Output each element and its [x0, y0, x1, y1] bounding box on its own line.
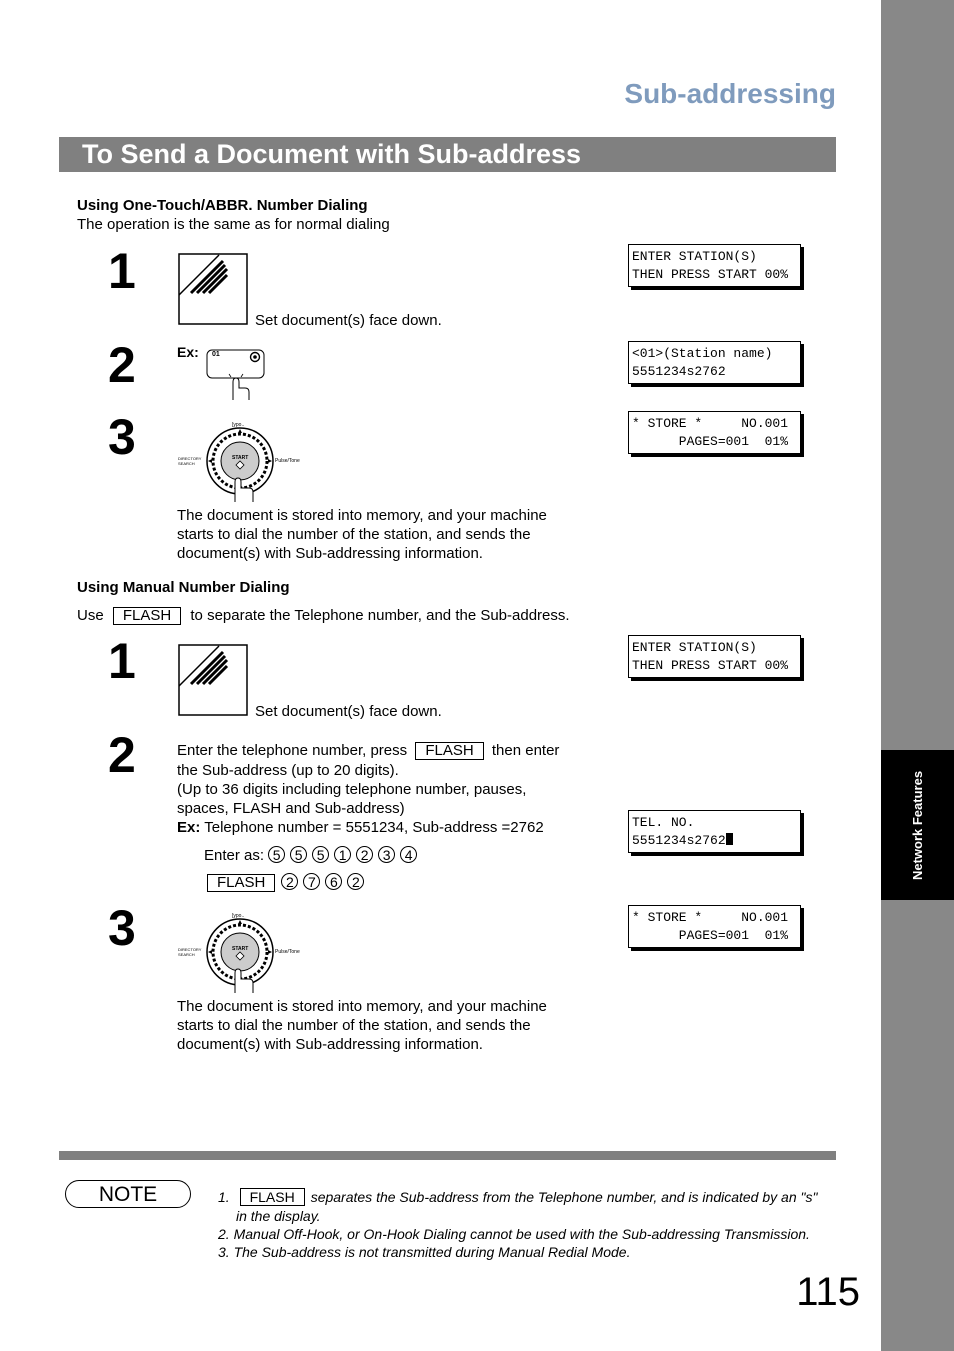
page-number: 115 — [796, 1270, 860, 1314]
digit-key[interactable]: 7 — [303, 873, 320, 890]
flash-digits-line — [207, 873, 369, 892]
digit-key[interactable]: 5 — [268, 846, 285, 863]
directory-search-label: DIRECTORY SEARCH — [178, 456, 202, 466]
digit-key[interactable]: 3 — [378, 846, 395, 863]
step-number: 2 — [108, 337, 136, 393]
digit-key[interactable]: 6 — [325, 873, 342, 890]
desc-line: starts to dial the number of the station, and sends the — [177, 526, 531, 543]
flash-key[interactable]: FLASH — [240, 1188, 305, 1206]
lcd-text: 5551234s2762 — [632, 833, 726, 848]
lcd-line — [632, 832, 800, 850]
lcd-line: 5551234s2762 — [632, 364, 726, 379]
step-text: then enter — [491, 742, 560, 759]
lcd-line: THEN PRESS START 00% — [632, 267, 789, 282]
desc-line: document(s) with Sub-addressing information. — [177, 545, 483, 562]
section-header: Sub-addressing — [624, 78, 836, 109]
note-number: 2. — [218, 1226, 230, 1242]
note-text: separates the Sub-address from the Telephone number, and is indicated by an "s" — [310, 1189, 818, 1205]
cursor-block — [726, 833, 733, 845]
lcd-line: THEN PRESS START 00% — [632, 658, 789, 673]
flash-usage-line — [77, 606, 570, 625]
document-face-down-icon — [177, 253, 249, 326]
pulse-tone-label: Pulse/Tone — [275, 949, 300, 955]
lcd-display — [628, 810, 801, 853]
ex-label: Ex: — [177, 344, 199, 360]
step-number: 3 — [108, 900, 136, 956]
note-divider — [59, 1151, 836, 1160]
part2-heading: Using Manual Number Dialing — [77, 579, 290, 596]
lcd-line: PAGES=001 01% — [632, 434, 789, 449]
digit-key[interactable]: 2 — [356, 846, 373, 863]
step2-line1 — [177, 741, 559, 760]
digit-key[interactable]: 4 — [400, 846, 417, 863]
start-label: START — [232, 946, 249, 952]
use-text: Use — [77, 607, 104, 624]
key-label: 01 — [212, 351, 220, 358]
example-line — [177, 818, 544, 837]
document-face-down-icon — [177, 644, 249, 717]
page-title: To Send a Document with Sub-address — [82, 139, 582, 169]
side-tab-label: Network Features — [910, 770, 925, 880]
side-bar — [881, 0, 954, 1351]
lcd-line: ENTER STATION(S) — [632, 640, 757, 655]
side-tab — [881, 750, 954, 900]
step-description — [177, 997, 547, 1054]
lcd-display — [628, 905, 801, 948]
note-label: NOTE — [65, 1180, 191, 1208]
start-label: START — [232, 455, 249, 461]
lcd-display — [628, 411, 801, 454]
panel-top-label: [ypo.. — [232, 422, 245, 428]
panel-top-label: [ypo.. — [232, 913, 245, 919]
lcd-display — [628, 635, 801, 678]
lcd-line: PAGES=001 01% — [632, 928, 789, 943]
step-text: Enter the telephone number, press — [177, 742, 408, 759]
desc-line: document(s) with Sub-addressing information. — [177, 1036, 483, 1053]
step-description — [177, 506, 547, 563]
title-band — [59, 137, 836, 172]
step-number: 1 — [108, 243, 136, 299]
digit-key[interactable]: 1 — [334, 846, 351, 863]
pulse-tone-label: Pulse/Tone — [275, 458, 300, 464]
example-text: Telephone number = 5551234, Sub-address =2762 — [204, 819, 544, 836]
lcd-line: TEL. NO. — [632, 815, 695, 830]
ex-label: Ex: — [177, 819, 201, 836]
desc-line: starts to dial the number of the station, and sends the — [177, 1017, 531, 1034]
note-number: 3. — [218, 1244, 230, 1260]
flash-key[interactable]: FLASH — [113, 607, 181, 625]
desc-line: The document is stored into memory, and your machine — [177, 507, 547, 524]
lcd-display — [628, 341, 801, 384]
flash-key[interactable]: FLASH — [415, 742, 483, 760]
step-number: 3 — [108, 409, 136, 465]
step-number: 2 — [108, 727, 136, 783]
digit-key[interactable]: 2 — [347, 873, 364, 890]
part1-intro: The operation is the same as for normal dialing — [77, 216, 390, 233]
part1-heading: Using One-Touch/ABBR. Number Dialing — [77, 197, 368, 214]
flash-key[interactable]: FLASH — [207, 874, 275, 892]
use-text: to separate the Telephone number, and the Sub-address. — [190, 607, 570, 624]
note-item — [218, 1188, 817, 1206]
step-text: Set document(s) face down. — [255, 703, 442, 720]
lcd-display — [628, 244, 801, 287]
enter-as-line — [204, 846, 422, 865]
digit-key[interactable]: 5 — [290, 846, 307, 863]
lcd-line: ENTER STATION(S) — [632, 249, 757, 264]
step-number: 1 — [108, 633, 136, 689]
lcd-line: * STORE * NO.001 — [632, 416, 789, 431]
note-text: in the display. — [236, 1208, 321, 1224]
enter-as-label: Enter as: — [204, 847, 265, 864]
note-text: The Sub-address is not transmitted during Manual Redial Mode. — [233, 1244, 631, 1260]
directory-search-label: DIRECTORY SEARCH — [178, 947, 202, 957]
desc-line: The document is stored into memory, and your machine — [177, 998, 547, 1015]
step-text: Set document(s) face down. — [255, 312, 442, 329]
step-text: (Up to 36 digits including telephone number, pauses, — [177, 781, 527, 798]
step-text: the Sub-address (up to 20 digits). — [177, 762, 399, 779]
note-item — [218, 1243, 630, 1261]
lcd-line: <01>(Station name) — [632, 346, 773, 361]
note-item — [218, 1225, 810, 1243]
note-text: Manual Off-Hook, or On-Hook Dialing cannot be used with the Sub-addressing Transmission. — [233, 1226, 810, 1242]
step-text: spaces, FLASH and Sub-address) — [177, 800, 405, 817]
digit-key[interactable]: 5 — [312, 846, 329, 863]
digit-key[interactable]: 2 — [281, 873, 298, 890]
lcd-line: * STORE * NO.001 — [632, 910, 789, 925]
note-number: 1. — [218, 1189, 230, 1205]
